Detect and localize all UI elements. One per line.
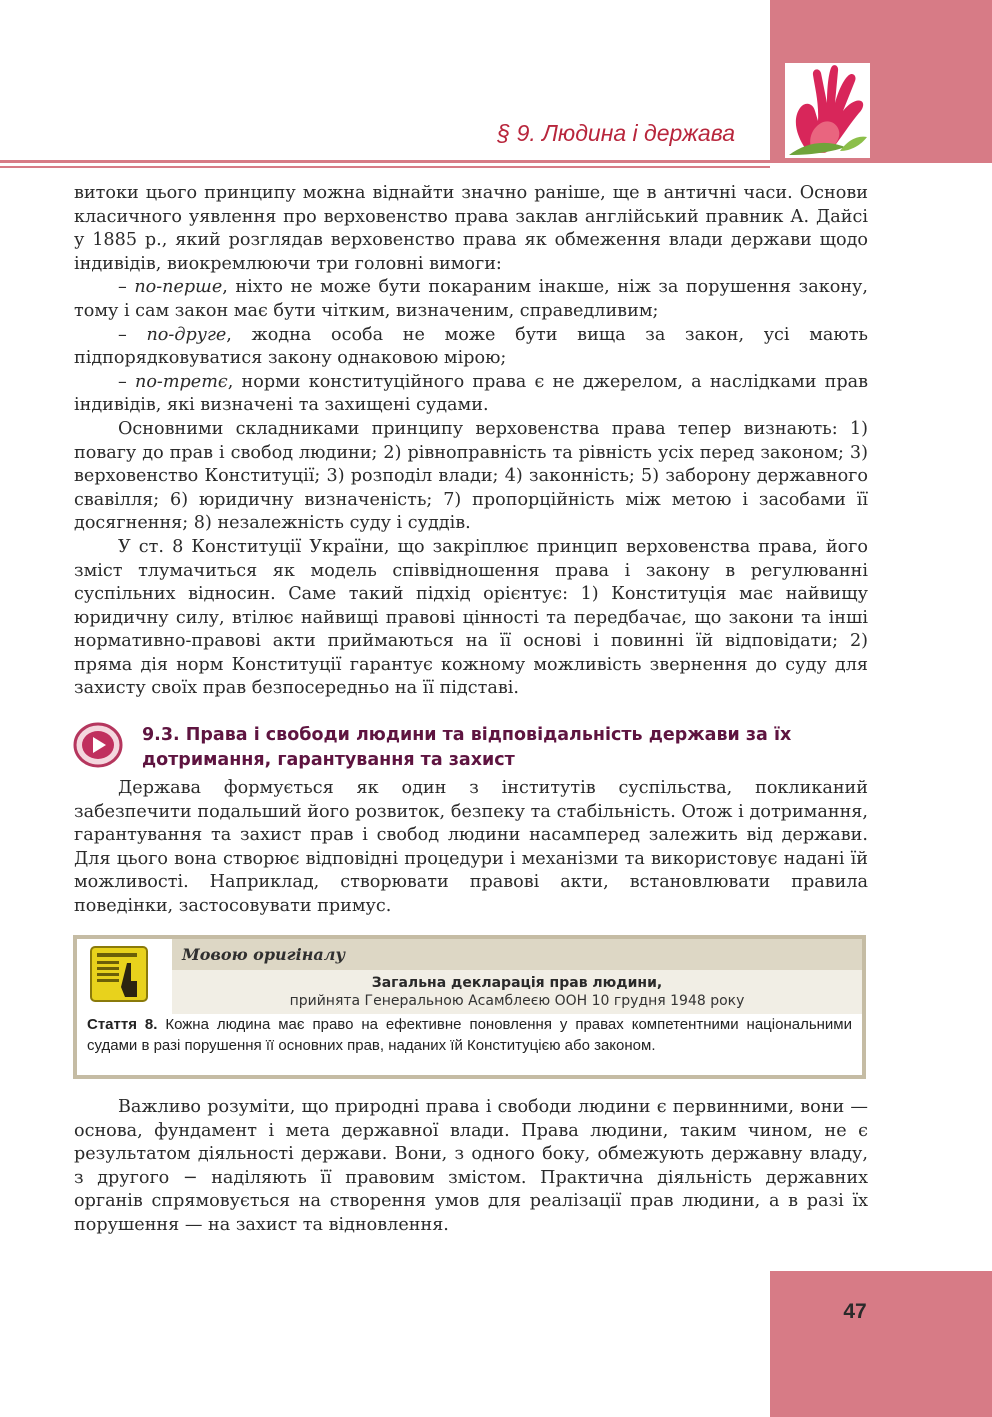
paragraph: Держава формується як один з інститутів суспільства, покликаний забезпечити подальший його розвиток, безпеку та стабільність. Отож і дотримання, гарантування та захист прав і свобод людини насамперед залежить від держави. Для цього вона створює відповідні процедури і механізми та використовує надані їй можливості. Наприклад, створювати правові акти, встановлювати правила поведінки, застосовувати примус.: [74, 778, 868, 916]
quote-doc-title: Загальна декларація прав людини,: [371, 975, 663, 991]
quote-article: [87, 1015, 852, 1056]
quote-inner: [77, 939, 862, 1075]
quote-source: [172, 970, 862, 1014]
section-heading: 9.3. Права і свободи людини та відповідальність держави за їх дотримання, гарантування та захист: [142, 725, 792, 770]
document-pointer-icon: [87, 941, 153, 1007]
quote-label: Мовою оригіналу: [182, 945, 346, 964]
hand-logo-icon: [785, 63, 870, 158]
header-rule-secondary: [0, 166, 770, 168]
quote-header: [172, 939, 862, 970]
body-text-top: [74, 182, 868, 701]
list-item: – по-перше, ніхто не може бути покараним інакше, ніж за порушення закону, тому і сам закон має бути чітким, визначеним, справедливим;: [74, 277, 869, 321]
header-rule: [0, 160, 992, 163]
paragraph: Важливо розуміти, що природні права і свободи людини є первинними, вони — основа, фундамент і мета державної влади. Права людини, таким чином, не є результатом діяльності держави. Вони, з одного боку, обмежують державну владу, з другого − наділяють її правовим змістом. Практична діяльність державних органів спрямовується на створення умов для реалізації прав людини, а в разі їх порушення — на захист та відновлення.: [74, 1097, 868, 1235]
footer-accent-block: [770, 1271, 992, 1417]
play-button-icon: [73, 722, 123, 768]
article-text: Кожна людина має право на ефективне поновлення у правах компетентними національними судами в разі порушення її основних прав, наданих їй Конституцією або законом.: [87, 1016, 852, 1054]
list-item: – по-друге, жодна особа не може бути вищa за закон, усі мають підпорядковуватися закону однаковою мірою;: [74, 324, 869, 369]
quote-doc-subtitle: прийнята Генеральною Асамблеєю ООН 10 грудня 1948 року: [289, 993, 745, 1009]
list-item: – по-третє, норми конституційного права є не джерелом, а наслідками прав індивідів, які визначені та захищені судами.: [74, 371, 868, 416]
page-number: 47: [843, 1300, 867, 1323]
article-label: Стаття 8.: [87, 1016, 158, 1033]
body-text-mid: [74, 777, 868, 919]
chapter-title: § 9. Людина і держава: [497, 120, 735, 146]
paragraph: витоки цього принципу можна віднайти значно раніше, ще в античні часи. Основи класичного уявлення про верховенство права заклав англійський правник А. Дайсі у 1885 р., який розглядав верховенство права як обмеження влади держави щодо індивідів, виокремлюючи три головні вимоги:: [74, 183, 868, 274]
quote-box: [73, 935, 866, 1079]
paragraph: У ст. 8 Конституції України, що закріплює принцип верховенства права, його зміст тлумачиться як модель співвідношення права і закону в регулюванні суспільних відносин. Саме такий підхід орієнтує: 1) Конституція має найвищу юридичну силу, втілює найвищі правові цінності та передбачає, що закони та інші нормативно-правові акти приймаються на її основі і повинні їй відповідати; 2) пряма дія норм Конституції гарантує кожному можливість звернення до суду для захисту своїх прав безпосередньо на її підставі.: [74, 536, 868, 699]
body-text-bottom: [74, 1096, 868, 1238]
paragraph: Основними складниками принципу верховенства права тепер визнають: 1) повагу до прав і свобод людини; 2) рівноправність та рівність усіх перед законом; 3) верховенство Конституції; 3) розподіл влади; 4) законність; 5) заборону державного свавілля; 6) юридичну визначеність; 7) пропорційність між метою і засобами її досягнення; 8) незалежність суду і суддів.: [74, 418, 868, 534]
